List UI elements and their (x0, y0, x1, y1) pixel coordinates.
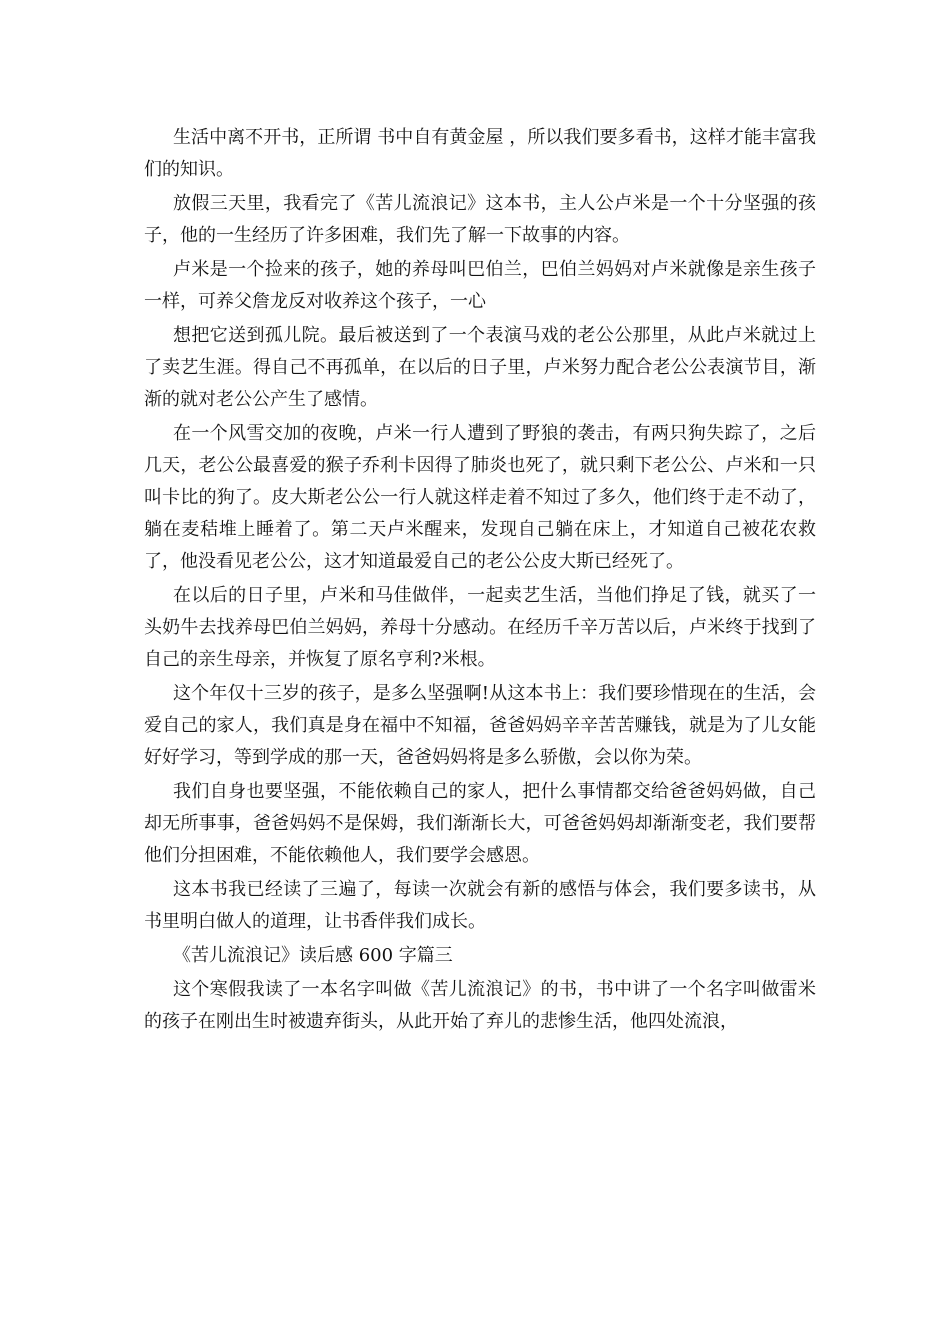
paragraph-9: 这本书我已经读了三遍了，每读一次就会有新的感悟与体会，我们要多读书，从书里明白做人的道理，让书香伴我们成长。 (144, 879, 816, 932)
paragraph-4: 想把它送到孤儿院。最后被送到了一个表演马戏的老公公那里，从此卢米就过上了卖艺生涯。得自己不再孤单，在以后的日子里，卢米努力配合老公公表演节目，渐渐的就对老公公产生了感情。 (144, 325, 816, 410)
paragraph-6: 在以后的日子里，卢米和马佳做伴，一起卖艺生活，当他们挣足了钱，就买了一头奶牛去找养母巴伯兰妈妈，养母十分感动。在经历千辛万苦以后，卢米终于找到了自己的亲生母亲，并恢复了原名亨利?米根。 (144, 585, 816, 670)
paragraph-5: 在一个风雪交加的夜晚，卢米一行人遭到了野狼的袭击，有两只狗失踪了，之后几天，老公公最喜爱的猴子乔利卡因得了肺炎也死了，就只剩下老公公、卢米和一只叫卡比的狗了。皮大斯老公公一行人就这样走着不知过了多久，他们终于走不动了，躺在麦秸堆上睡着了。第二天卢米醒来，发现自己躺在床上，才知道自己被花农救了，他没看见老公公，这才知道最爱自己的老公公皮大斯已经死了。 (144, 423, 816, 572)
paragraph-10: 这个寒假我读了一本名字叫做《苦儿流浪记》的书，书中讲了一个名字叫做雷米的孩子在刚出生时被遗弃街头，从此开始了弃儿的悲惨生活，他四处流浪， (144, 979, 816, 1032)
paragraph-2: 放假三天里，我看完了《苦儿流浪记》这本书，主人公卢米是一个十分坚强的孩子，他的一生经历了许多困难，我们先了解一下故事的内容。 (144, 193, 816, 246)
paragraph-3: 卢米是一个捡来的孩子，她的养母叫巴伯兰，巴伯兰妈妈对卢米就像是亲生孩子一样，可养父詹龙反对收养这个孩子，一心 (144, 259, 816, 312)
document-body (144, 122, 816, 1040)
paragraph-7: 这个年仅十三岁的孩子，是多么坚强啊!从这本书上：我们要珍惜现在的生活，会爱自己的家人，我们真是身在福中不知福，爸爸妈妈辛辛苦苦赚钱，就是为了儿女能好好学习，等到学成的那一天，爸爸妈妈将是多么骄傲，会以你为荣。 (144, 683, 816, 768)
paragraph-8: 我们自身也要坚强，不能依赖自己的家人，把什么事情都交给爸爸妈妈做，自己却无所事事，爸爸妈妈不是保姆，我们渐渐长大，可爸爸妈妈却渐渐变老，我们要帮他们分担困难，不能依赖他人，我们要学会感恩。 (144, 781, 816, 866)
paragraph-1: 生活中离不开书，正所谓 书中自有黄金屋 ，所以我们要多看书，这样才能丰富我们的知识。 (144, 127, 816, 180)
section-heading: 《苦儿流浪记》读后感 600 字篇三 (173, 945, 453, 966)
